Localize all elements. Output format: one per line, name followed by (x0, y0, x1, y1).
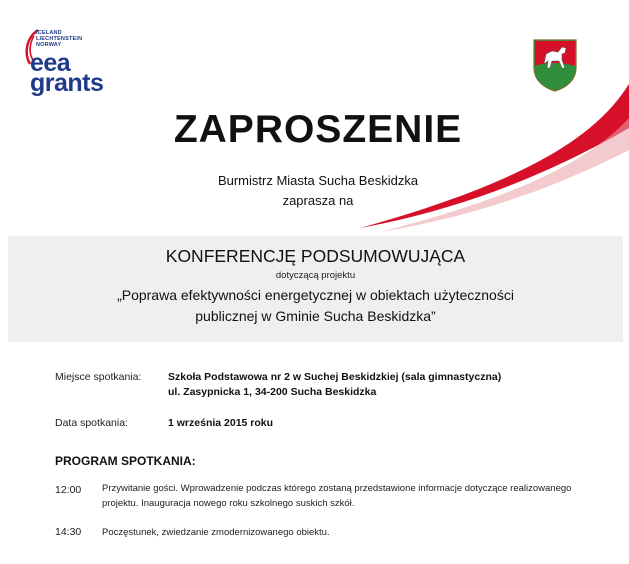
project-name-line-1: „Poprawa efektywności energetycznej w obiektach użyteczności (117, 287, 514, 303)
program-item-time: 12:00 (55, 484, 82, 496)
program-item-text: Przywitanie gości. Wprowadzenie podczas którego zostaną przedstawione informacje dotyczące realizowanego projektu. Inauguracja nowego roku szkolnego suskich szkół. (102, 483, 572, 509)
grants-word: grants (30, 69, 104, 97)
invitation-title: ZAPROSZENIE (173, 108, 463, 151)
conference-title: KONFERENCJĘ PODSUMOWUJĄCA (165, 246, 466, 266)
eea-country-2: LIECHTENSTEIN (36, 36, 83, 42)
place-value-line-1: Szkoła Podstawowa nr 2 w Suchej Beskidzkiej (sala gimnastyczna) (168, 371, 502, 383)
organizer-line: Burmistrz Miasta Sucha Beskidzka (217, 173, 419, 188)
invites-line: zaprasza na (282, 193, 354, 208)
eea-country-1: ICELAND (36, 30, 62, 36)
date-value: 1 września 2015 roku (168, 417, 274, 429)
program-item-time: 14:30 (55, 526, 82, 538)
eea-word: eea (30, 49, 71, 77)
conference-subtitle: dotyczącą projektu (275, 270, 356, 281)
eea-country-3: NORWAY (36, 42, 62, 48)
coat-of-arms-icon (532, 38, 578, 92)
eea-grants-logo (20, 26, 130, 96)
place-value-line-2: ul. Zasypnicka 1, 34-200 Sucha Beskidzka (168, 386, 377, 398)
place-label: Miejsce spotkania: (55, 371, 142, 383)
date-label: Data spotkania: (55, 417, 128, 429)
program-item-text: Poczęstunek, zwiedzanie zmodernizowanego obiektu. (102, 527, 330, 538)
program-title: PROGRAM SPOTKANIA: (55, 454, 196, 468)
project-name-line-2: publicznej w Gminie Sucha Beskidzka” (195, 308, 436, 324)
